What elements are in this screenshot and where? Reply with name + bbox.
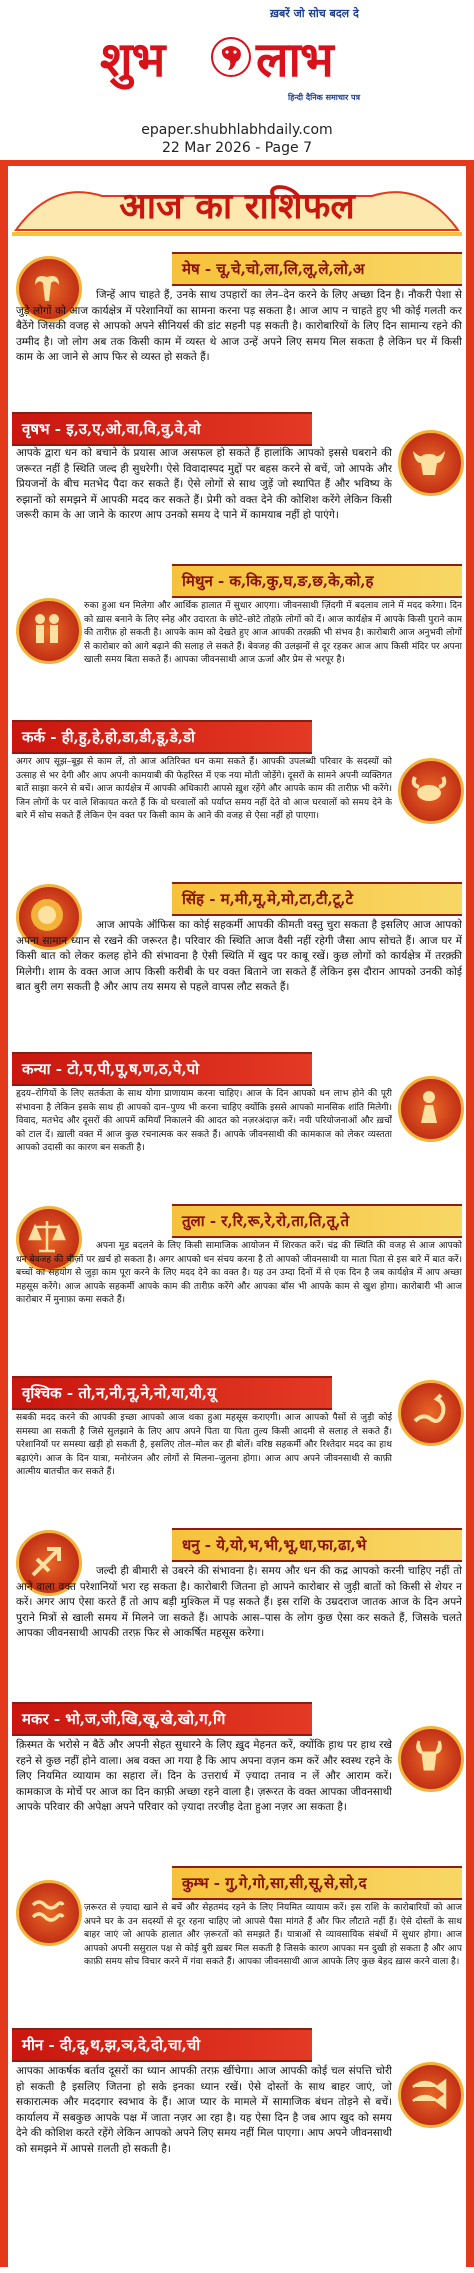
sign-block-taurus (12, 410, 462, 560)
sign-text: अपना मूड बदलने के लिए किसी सामाजिक आयोजन में शिरकत करें। चंद्र की स्थिति की वजह से आज आपको धन बेवजह की चीज़ों पर ख़र्च हो सकता है। अगर आपको धन संचय करना है तो आपको जीवनसाथी या माता पिता से इस बारे में बात करें। बच्चों का सहयोग से जुड़ा काम पूरा करने के लिए मदद देने का वक्त है। यह उन उम्दा दिनों में से एक दिन है जब कार्यक्षेत्र में आप अच्छा महसूस करेंगे। आज आपके सहकर्मी आपके काम की तारीफ़ करेंगे और आपका बॉस भी आपके काम से खुश होगा। कारोबारी भी आज कारोबार में मुनाफ़ा कमा सकते हैं। (16, 1241, 462, 1305)
sign-heading: मिथुन - क,कि,कु,घ,ङ,छ,के,को,ह (182, 572, 374, 590)
sign-heading: सिंह - म,मी,मू,मे,मो,टा,टी,टू,टे (182, 890, 354, 908)
sign-heading: तुला - र,रि,रू,रे,रो,ता,ति,तू,ते (182, 1212, 349, 1230)
sign-text: अगर आप सूझ–बूझ से काम लें, तो आज अतिरिक्त धन कमा सकते हैं। आपकी उपलब्धी परिवार के सदस्यों को उत्साह से भर देगी और आप अपनी कामयाबी की फेहरिस्त में एक नया मोती जोड़ेंगे। दूसरों के सामने अपनी व्यक्तिगत बातें साझा करने से बचें। आज कार्यक्षेत्र में आपकी अधिकारी आपसे ख़ुश रहेंगे और आपके काम की तारीफ़ भी करेंगे। जिन लोगों के पर वाले शिकायत करते हैं कि वो घरवालों को पर्याप्त समय नहीं देते वो आज घरवालों को समय देने के बारे में सोच सकते हैं लेकिन ऐन वक्त पर किसी काम के आने की वजह से ऐसा नहीं हो पाएगा। (16, 757, 392, 821)
sign-block-pisces (12, 2026, 462, 2262)
masthead (0, 0, 474, 120)
sign-text: सबकी मदद करने की आपकी इच्छा आपको आज थका हुआ महसूस कराएगी। आज आपको पैसों से जुड़ी कोई समस्या आ सकती है जिसे सुलझाने के लिए आप अपने पिता या पिता तुल्य किसी आदमी से सलाह ले सकते हैं। परेशानियों पर समस्या खड़ी हो सकती है, इसलिए तोल–मोल कर ही बोलें। वरिष्ठ सहकर्मी और रिश्तेदार मदद का हाथ बढ़ाएंगे। आज के दिन यात्रा, मनोरंजन और लोगों से मिलना–जुलना होगा। आज आप अपने जीवनसाथी से काफ़ी आत्मीय बातचीत कर सकते हैं। (16, 1413, 392, 1477)
sign-text: ज़रूरत से ज़्यादा खाने से बचें और सेहतमंद रहने के लिए नियमित व्यायाम करें। इस राशि के कारोबारियों को आज अपने घर के उन सदस्यों से दूर रहना चाहिए जो आपसे पैसा मांगते हैं और फिर लौटाते नहीं हैं। ऐसे दोस्तों के साथ बाहर जाएं जो आपके हालात और ज़रूरतों को समझते हैं। यात्राओं से व्यावसायिक संबंधों में सुधार होगा। आज आपको अपनी ससुराल पक्ष से कोई बुरी ख़बर मिल सकती है जिसके कारण आपका मन दुखी हो सकता है और आप काफ़ी समय सोच विचार करने में गंवा सकते हैं। आपका जीवनसाथी आज आपके लिए कुछ बेहद ख़ास करने वाला है। (84, 1903, 462, 1967)
frame-left (0, 166, 8, 2267)
sign-block-scorpio (12, 1374, 462, 1524)
sign-block-cancer (12, 718, 462, 878)
logo-word-left: शुभ (100, 32, 165, 88)
fish-icon (398, 2062, 464, 2128)
sign-heading: कन्या - टो,प,पी,पू,ष,ण,ठ,पे,पो (22, 1060, 200, 1078)
sign-text: जिन्हें आप चाहते हैं, उनके साथ उपहारों का लेन–देन करने के लिए अच्छा दिन है। नौकरी पेशा से जुड़े लोगों को आज कार्यक्षेत्र में परेशानियों का सामना करना पड़ सकता है। आज आप न चाहते हुए भी कोई गलती कर बैठेंगे जिसकी वजह से आपको अपने सीनियर्स की डांट सहनी पड़ सकती है। कारोबारियों के लिए दिन सामान्य रहने की उम्मीद है। जो लोग अब तक किसी काम में व्यस्त थे आज उन्हें अपने लिए समय मिल सकता है लेकिन घर में किसी काम के आ जाने से आप फिर से व्यस्त हो सकते हैं। (16, 289, 462, 363)
sign-text: आज आपके ऑफिस का कोई सहकर्मी आपकी कीमती वस्तु चुरा सकता है इसलिए आज आपको अपना सामान ध्यान से रखने की जरूरत है। परिवार की स्थिति आज वैसी नहीं रहेगी जैसा आप सोचते हैं। आज घर में किसी बात को लेकर कलह होने की संभावना है ऐसी स्थिति में खुद पर काबू रखें। कुछ लोगों को कार्यक्षेत्र में तरक़्क़ी मिलेगी। शाम के वक्त आज आप किसी करीबी के घर वक्त बिताने जा सकते हैं लेकिन इस दौरान आपको उनकी कोई बात बुरी लग सकती है और आप तय समय से पहले वापस लौट सकते हैं। (16, 919, 462, 993)
title-banner (12, 170, 462, 238)
logo-word-right: लाभ (256, 32, 333, 88)
sign-block-capricorn (12, 1700, 462, 1860)
maiden-icon (398, 1076, 464, 1142)
sign-block-virgo (12, 1050, 462, 1200)
sign-block-libra (12, 1202, 462, 1372)
sign-heading: वृषभ - इ,उ,ए,ओ,वा,वि,वु,वे,वो (22, 420, 201, 438)
sign-heading: मीन - दी,दू,थ,झ,ञ,दे,दो,चा,ची (22, 2036, 201, 2054)
sign-block-sagittarius (12, 1526, 462, 1698)
page-title: आज का राशिफल (119, 185, 355, 227)
twins-icon (16, 598, 82, 664)
sign-text: आपका आकर्षक बर्ताव दूसरों का ध्यान आपकी तरफ़ खींचेगा। आज आपकी कोई चल संपत्ति चोरी हो सकती है इसलिए जितना हो सके इनका ध्यान रखें। ऐसे दोस्तों के साथ बाहर जाएं, जो सकारात्मक और मददगार स्वभाव के हैं। आज प्यार के मामले में सामाजिक बंधन तोड़ने से बचें। कार्यालय में सबकुछ आपके पक्ष में जाता नज़र आ रहा है। यह ऐसा दिन है जब आप खुद को समय देने की कोशिश करते रहेंगे लेकिन आपको अपने लिए समय नहीं मिल पाएगा। आप अपने जीवनसाथी को समझने में आपसे ग़लती हो सकती है। (16, 2065, 392, 2155)
logo-subtitle: हिन्दी दैनिक समाचार पत्र (288, 93, 361, 102)
goat-icon (398, 1726, 464, 1792)
sign-text: हृदय–रोगियों के लिए सतर्कता के साथ योगा प्राणायाम करना चाहिए। आज के दिन आपको धन लाभ होने की पूरी संभावना है लेकिन इसके साथ ही आपको दान–पुण्य भी करना चाहिए क्योंकि इससे आपको मानसिक शांति मिलेगी। विवाद, मतभेद और दूसरों की आपमें कमियाँ निकालने की आदत को नज़रअंदाज़ करें। नयी परियोजनाओं और ख़र्चों को टाल दें। ख़ाली वक्त में आज कुछ रचनात्मक कर सकते हैं। आपके जीवनसाथी की कामकाज को लेकर व्यस्तता आपको उदासी का कारण बन सकती है। (16, 1089, 392, 1153)
sign-block-gemini (12, 562, 462, 712)
sign-block-aquarius (12, 1864, 462, 2024)
ganesh-icon (210, 36, 252, 78)
sign-heading: वृश्चिक - तो,न,नी,नू,ने,नो,या,यी,यू (22, 1384, 216, 1402)
water-bearer-icon (16, 1880, 82, 1946)
source-site[interactable]: epaper.shubhlabhdaily.com (141, 122, 333, 138)
sign-heading: मकर - भो,ज,जी,खि,खू,खे,खो,ग,गि (22, 1710, 226, 1728)
sign-heading: कर्क - ही,हु,हे,हो,डा,डी,डू,डे,डो (22, 728, 195, 746)
masthead-tagline: ख़बरें जो सोच बदल दे (270, 7, 359, 20)
crab-icon (398, 758, 464, 824)
sign-heading: कुम्भ - गु,गे,गो,सा,सी,सू,से,सो,द (182, 1874, 367, 1892)
sign-text: रुका हुआ धन मिलेगा और आर्थिक हालात में सुधार आएगा। जीवनसाथी ज़िंदगी में बदलाव लाने में मदद करेगा। दिन को ख़ास बनाने के लिए स्नेह और उदारता के छोटे–छोटे तोहफ़े लोगों को दें। आज कार्यक्षेत्र में आपके किसी पुराने काम की तारीफ़ हो सकती है। आपके काम को देखते हुए आज आपकी तरक़्क़ी भी संभव है। कारोबारी आज अनुभवी लोगों से कारोबार को आगे बढ़ाने की सलाह ले सकते हैं। बेवजह की उलझनों से दूर रहकर आज आप किसी मंदिर पर अपना खाली समय बिता सकते हैं। आपका जीवनसाथी आज ऊर्जा और प्रेम से भरपूर है। (84, 601, 462, 665)
frame-right (466, 166, 474, 2267)
sign-heading: धनु - ये,यो,भ,भी,भू,धा,फा,ढा,भे (182, 1536, 367, 1554)
sign-text: जल्दी ही बीमारी से उबरने की संभावना है। समय और धन की कद्र आपको करनी चाहिए नहीं तो आने वाला वक्त परेशानियों भरा रह सकता है। कारोबारी जितना हो आपने कारोबार से जुड़ी बातों को किसी से शेयर न करें। अगर आप ऐसा करते हैं तो आप बड़ी मुश्किल में पड़ सकते हैं। इस राशि के उम्रदराज जातक आज के दिन अपने पुराने मित्रों से खाली समय में मिलने जा सकते हैं। आपके आस–पास के लोग कुछ ऐसा कर सकते हैं, जिसके चलते आपका जीवनसाथी आपकी तरफ़ फिर से आकर्षित महसूस करेगा। (16, 1565, 462, 1639)
sign-text: आपके द्वारा धन को बचाने के प्रयास आज असफल हो सकते हैं हालांकि आपको इससे घबराने की जरूरत नहीं है स्थिति जल्द ही सुधरेगी। ऐसे विवादास्पद मुद्दों पर बहस करने से बचें, जो आपके और प्रियजनों के बीच मतभेद पैदा कर सकते हैं। ऐसे लोगों से साथ जुड़ें जो स्थापित हैं और भविष्य के रुझानों को समझने में आपकी मदद कर सकते हैं। प्रेमी को वक्त देने की कोशिश करेंगे लेकिन किसी जरूरी काम के आ जाने के कारण आप उनको समय दे पाने में कामयाब नहीं हो पाएंगे। (16, 447, 392, 521)
source-date-page: 22 Mar 2026 - Page 7 (162, 140, 312, 156)
bull-icon (398, 430, 464, 496)
sign-block-leo (12, 880, 462, 1048)
newspaper-logo (100, 22, 380, 102)
sign-heading: मेष - चू,चे,चो,ला,लि,लू,ले,लो,अ (182, 260, 365, 278)
sign-block-aries (12, 248, 462, 408)
scorpion-icon (398, 1380, 464, 1446)
sign-text: क़िस्मत के भरोसे न बैठें और अपनी सेहत सुधारने के लिए ख़ुद मेहनत करें, क्योंकि ह़ाथ पर हाथ रखे रहने से कुछ नहीं होने वाला। अब वक्त आ गया है कि आप अपना वज़न कम करें और स्वस्थ रहने के लिए नियमित व्यायाम का सहारा लें। दिन के उत्तरार्ध में ज़्यादा तनाव न लें और आराम करें। कामकाज के मोर्चे पर आज का दिन काफ़ी अच्छा रहने वाला है। ज़रूरत के वक्त आपका जीवनसाथी आपके परिवार की अपेक्षा अपने परिवार को ज़्यादा तरजीह देता हुआ नज़र आ सकता है। (16, 1739, 392, 1813)
